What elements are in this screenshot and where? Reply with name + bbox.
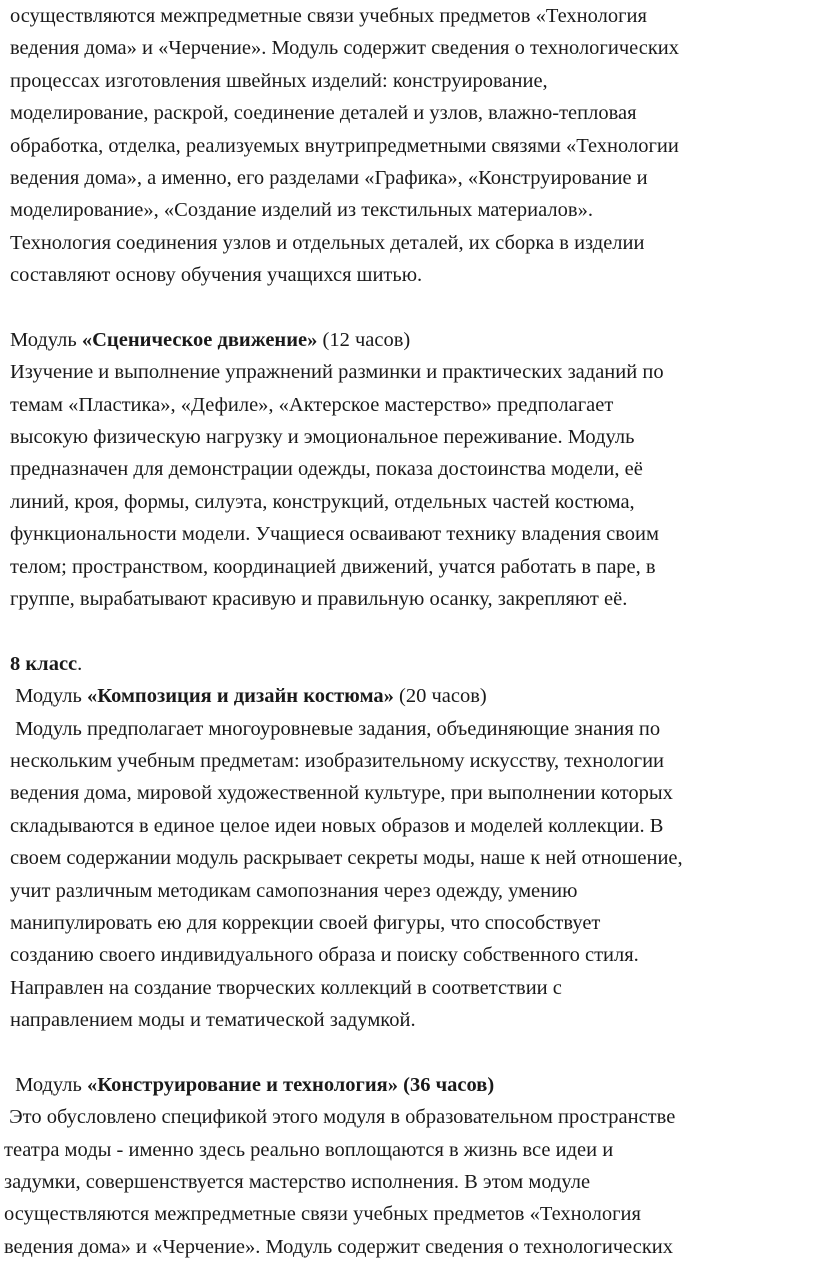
- text-line: функциональности модели. Учащиеся осваивают технику владения своим: [10, 523, 660, 546]
- text-line: Направлен на создание творческих коллекций в соответствии с: [10, 976, 562, 999]
- text-line: группе, вырабатывают красивую и правильную осанку, закрепляют её.: [10, 588, 628, 611]
- text-line: ведения дома» и «Черчение». Модуль содержит сведения о технологических: [10, 37, 680, 60]
- module-prefix: Модуль: [10, 685, 87, 708]
- text-line: ведения дома, мировой художественной культуре, при выполнении которых: [10, 782, 673, 805]
- module-title: «Сценическое движение»: [81, 328, 318, 351]
- text-line: предназначен для демонстрации одежды, показа достоинства модели, её: [10, 458, 643, 481]
- paragraph-spacer: [10, 1037, 816, 1069]
- text-line: Модуль предполагает многоуровневые задания, объединяющие знания по: [10, 717, 661, 740]
- text-line: ведения дома», а именно, его разделами «Графика», «Конструирование и: [10, 166, 648, 189]
- text-line: созданию своего индивидуального образа и поиску собственного стиля.: [10, 944, 639, 967]
- module-title: «Конструирование и технология» (36 часов): [87, 1073, 495, 1096]
- module-hours: (12 часов): [317, 328, 411, 351]
- grade-title: 8 класс: [10, 652, 78, 675]
- module-heading-stage-movement: [10, 324, 816, 356]
- module-heading-construction: [10, 1069, 816, 1101]
- text-line: Технология соединения узлов и отдельных деталей, их сборка в изделии: [10, 231, 645, 254]
- text-line: составляют основу обучения учащихся шитью.: [10, 264, 423, 287]
- text-line: линий, кроя, формы, силуэта, конструкций, отдельных частей костюма,: [10, 490, 635, 513]
- text-line: Изучение и выполнение упражнений разминки и практических заданий по: [10, 361, 664, 384]
- paragraph-sewing-technology: [10, 0, 816, 292]
- text-line: Это обусловлено спецификой этого модуля в образовательном пространстве: [4, 1106, 676, 1129]
- paragraph-spacer: [10, 292, 816, 324]
- module-prefix: Модуль: [10, 1073, 87, 1096]
- text-line: учит различным методикам самопознания через одежду, умению: [10, 879, 578, 902]
- grade-heading: [10, 648, 816, 680]
- document-page: [4, 0, 816, 1263]
- grade-suffix: .: [77, 652, 83, 675]
- text-line: высокую физическую нагрузку и эмоциональное переживание. Модуль: [10, 426, 635, 449]
- text-line: темам «Пластика», «Дефиле», «Актерское мастерство» предполагает: [10, 393, 614, 416]
- text-line: телом; пространством, координацией движений, учатся работать в паре, в: [10, 555, 656, 578]
- text-line: моделирование, раскрой, соединение деталей и узлов, влажно-тепловая: [10, 102, 637, 125]
- module-prefix: Модуль: [10, 328, 82, 351]
- paragraph-costume-design: [10, 713, 816, 1037]
- text-line: складываются в единое целое идеи новых образов и моделей коллекции. В: [10, 814, 664, 837]
- text-line: задумки, совершенствуется мастерство исполнения. В этом модуле: [4, 1171, 591, 1194]
- text-line: осуществляются межпредметные связи учебных предметов «Технология: [4, 1203, 641, 1226]
- paragraph-construction: [4, 1101, 816, 1263]
- text-line: процессах изготовления швейных изделий: конструирование,: [10, 69, 548, 92]
- text-line: ведения дома» и «Черчение». Модуль содержит сведения о технологических: [4, 1235, 674, 1258]
- module-title: «Композиция и дизайн костюма»: [87, 685, 394, 708]
- paragraph-spacer: [10, 615, 816, 647]
- text-line: моделирование», «Создание изделий из текстильных материалов».: [10, 199, 593, 222]
- text-line: нескольким учебным предметам: изобразительному искусству, технологии: [10, 749, 665, 772]
- text-line: своем содержании модуль раскрывает секреты моды, наше к ней отношение,: [10, 847, 683, 870]
- module-heading-costume-design: [10, 680, 816, 712]
- text-line: осуществляются межпредметные связи учебных предметов «Технология: [10, 5, 647, 27]
- text-line: обработка, отделка, реализуемых внутрипредметными связями «Технологии: [10, 134, 679, 157]
- text-line: манипулировать ею для коррекции своей фигуры, что способствует: [10, 911, 601, 934]
- text-line: направлением моды и тематической задумкой.: [10, 1009, 416, 1032]
- text-line: театра моды - именно здесь реально воплощаются в жизнь все идеи и: [4, 1138, 614, 1161]
- module-hours: (20 часов): [393, 685, 487, 708]
- paragraph-stage-movement: [10, 356, 816, 615]
